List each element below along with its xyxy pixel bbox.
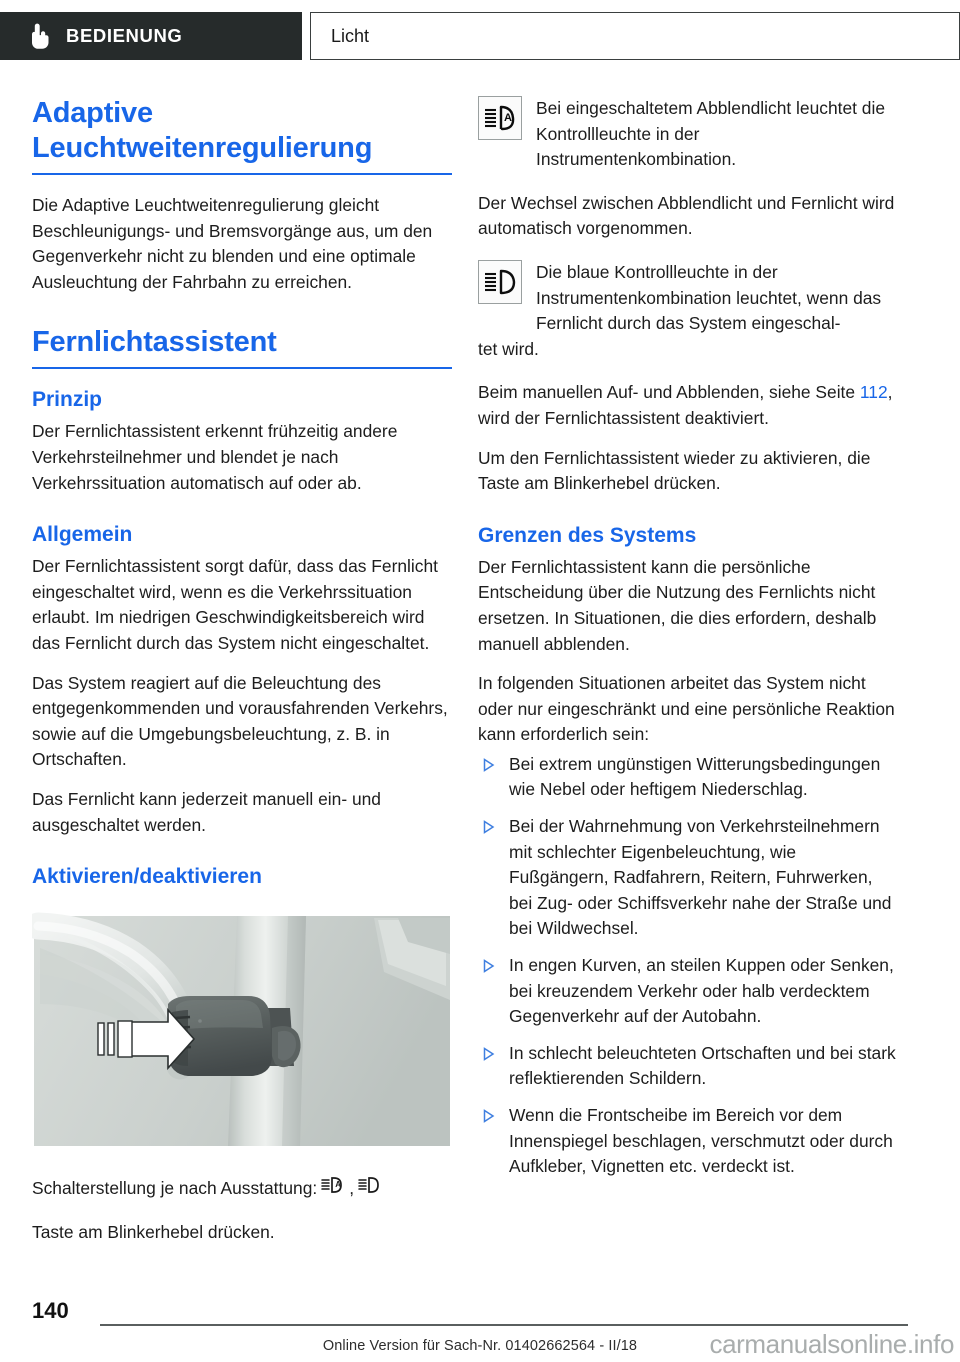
figure-caption <box>32 1176 452 1202</box>
limitations-list <box>478 752 898 1180</box>
subheading-prinzip: Prinzip <box>32 388 103 412</box>
list-item <box>478 953 898 1030</box>
footer-divider <box>100 1324 908 1326</box>
subheading-allgemein: Allgemein <box>32 523 133 547</box>
triangle-bullet-icon <box>482 820 495 834</box>
svg-text:A: A <box>335 1180 342 1190</box>
right-column <box>478 96 898 1180</box>
list-item-text: In schlecht beleuchteten Ortschaften und bei stark reflektierenden Schildern. <box>509 1042 896 1089</box>
page-number: 140 <box>32 1298 69 1323</box>
pointing-hand-icon <box>26 22 52 50</box>
cross-reference-page-112[interactable]: 112 <box>859 382 888 403</box>
note-high-beam-tail: tet wird. <box>478 338 539 359</box>
paragraph-reactivate: Um den Fernlichtassistent wieder zu aktivieren, die Taste am Blinkerhebel drücken. <box>478 447 871 494</box>
list-item-text: In engen Kurven, an steilen Kuppen oder Senken, bei kreuzendem Verkehr oder halb verdecktem Gegenverkehr auf der Autobahn. <box>509 955 894 1027</box>
list-item <box>478 814 898 942</box>
subheading-grenzen-des-systems: Grenzen des Systems <box>478 523 697 547</box>
note-auto-high-beam-text: Bei eingeschaltetem Abblendlicht leuchtet die Kontrollleuchte in der Instrumentenkombination. <box>536 98 886 170</box>
triangle-bullet-icon <box>482 959 495 973</box>
svg-text:A: A <box>504 112 512 124</box>
caption-prefix: Schalterstellung je nach Ausstattung: <box>32 1178 318 1199</box>
watermark: carmanualsonline.info <box>709 1329 954 1359</box>
note-high-beam-text: Die blaue Kontrollleuchte in der Instrumentenkombination leuchtet, wenn das Fernlicht durch das System eingeschal- <box>536 261 882 334</box>
allgemein-paragraph-1: Der Fernlichtassistent sorgt dafür, dass das Fernlicht eingeschaltet wird, wenn es die Verkehrssituation erlaubt. Im niedrigen Geschwindigkeitsbereich wird das Fernlicht durch das System nicht eingeschaltet. <box>32 556 438 653</box>
section-label: Licht <box>331 25 370 46</box>
section-heading-fernlichtassistent: Fernlichtassistent <box>32 325 452 369</box>
footer-note: Online Version für Sach-Nr. 01402662564 - II/18 <box>322 1338 638 1354</box>
caption-separator: , <box>349 1178 355 1199</box>
page-title: Adaptive Leuchtweitenregulierung <box>32 96 452 175</box>
high-beam-icon <box>358 1176 382 1202</box>
left-column <box>32 96 452 1245</box>
note-auto-high-beam <box>478 96 898 173</box>
list-item-text: Bei extrem ungünstigen Witterungsbedingungen wie Nebel oder heftigem Niederschlag. <box>509 753 881 800</box>
list-item <box>478 752 898 803</box>
note-high-beam <box>478 260 898 362</box>
turn-signal-lever-illustration <box>32 908 452 1156</box>
section-tab[interactable] <box>310 12 960 60</box>
paragraph-automatic-switch: Der Wechsel zwischen Abblendlicht und Fernlicht wird automatisch vorgenommen. <box>478 192 895 239</box>
allgemein-paragraph-2: Das System reagiert auf die Beleuchtung des entgegenkommenden und vorausfahrenden Verkehrs, sowie auf die Umgebungsbeleuchtung, z. B. in Ortschaften. <box>32 672 448 770</box>
list-item <box>478 1041 898 1092</box>
list-item-text: Wenn die Frontscheibe im Bereich vor dem Innenspiegel beschlagen, verschmutzt oder durch Aufkleber, Vignetten etc. verdeckt ist. <box>509 1105 893 1177</box>
figure-caption-line-2: Taste am Blinkerhebel drücken. <box>32 1221 275 1242</box>
grenzen-paragraph-2: In folgenden Situationen arbeitet das System nicht oder nur eingeschränkt und eine persönliche Reaktion kann erforderlich sein: <box>478 673 895 745</box>
triangle-bullet-icon <box>482 1109 495 1123</box>
page-footer <box>0 1288 960 1362</box>
paragraph-manual-dimming-part1: Beim manuellen Auf- und Abblenden, siehe Seite <box>478 382 860 403</box>
triangle-bullet-icon <box>482 1047 495 1061</box>
auto-high-beam-indicator-icon <box>478 96 522 140</box>
high-beam-indicator-icon <box>478 260 522 304</box>
intro-paragraph: Die Adaptive Leuchtweitenregulierung gleicht Beschleunigungs- und Bremsvorgänge aus, um den Gegenverkehr nicht zu blenden und eine optimale Ausleuchtung der Fahrbahn zu erreichen. <box>32 195 433 292</box>
subheading-aktivieren-deaktivieren: Aktivieren/deaktivieren <box>32 865 262 889</box>
triangle-bullet-icon <box>482 758 495 772</box>
auto-high-beam-icon <box>321 1176 345 1202</box>
page-header <box>0 12 960 60</box>
paragraph-manual-dimming-part2: , wird der Fernlichtassistent deaktiviert. <box>478 382 893 428</box>
paragraph-manual-dimming <box>478 380 898 431</box>
list-item-text: Bei der Wahrnehmung von Verkehrsteilnehmern mit schlechter Eigenbeleuchtung, wie Fußgängern, Radfahrern, Reitern, Fuhrwerken, bei Zug- oder Schiffsverkehr nahe der Straße und bei Wildwechsel. <box>509 816 892 939</box>
chapter-label: BEDIENUNG <box>66 25 183 46</box>
grenzen-paragraph-1: Der Fernlichtassistent kann die persönliche Entscheidung über die Nutzung des Fernlichts nicht ersetzen. In Situationen, die dies erfordern, deshalb manuell abblenden. <box>478 556 877 654</box>
prinzip-paragraph: Der Fernlichtassistent erkennt frühzeitig andere Verkehrsteilnehmer und blendet je nach Verkehrssituation automatisch auf oder ab. <box>32 421 398 493</box>
allgemein-paragraph-3: Das Fernlicht kann jederzeit manuell ein- und ausgeschaltet werden. <box>32 788 381 835</box>
list-item <box>478 1103 898 1180</box>
chapter-tab[interactable] <box>0 12 302 60</box>
